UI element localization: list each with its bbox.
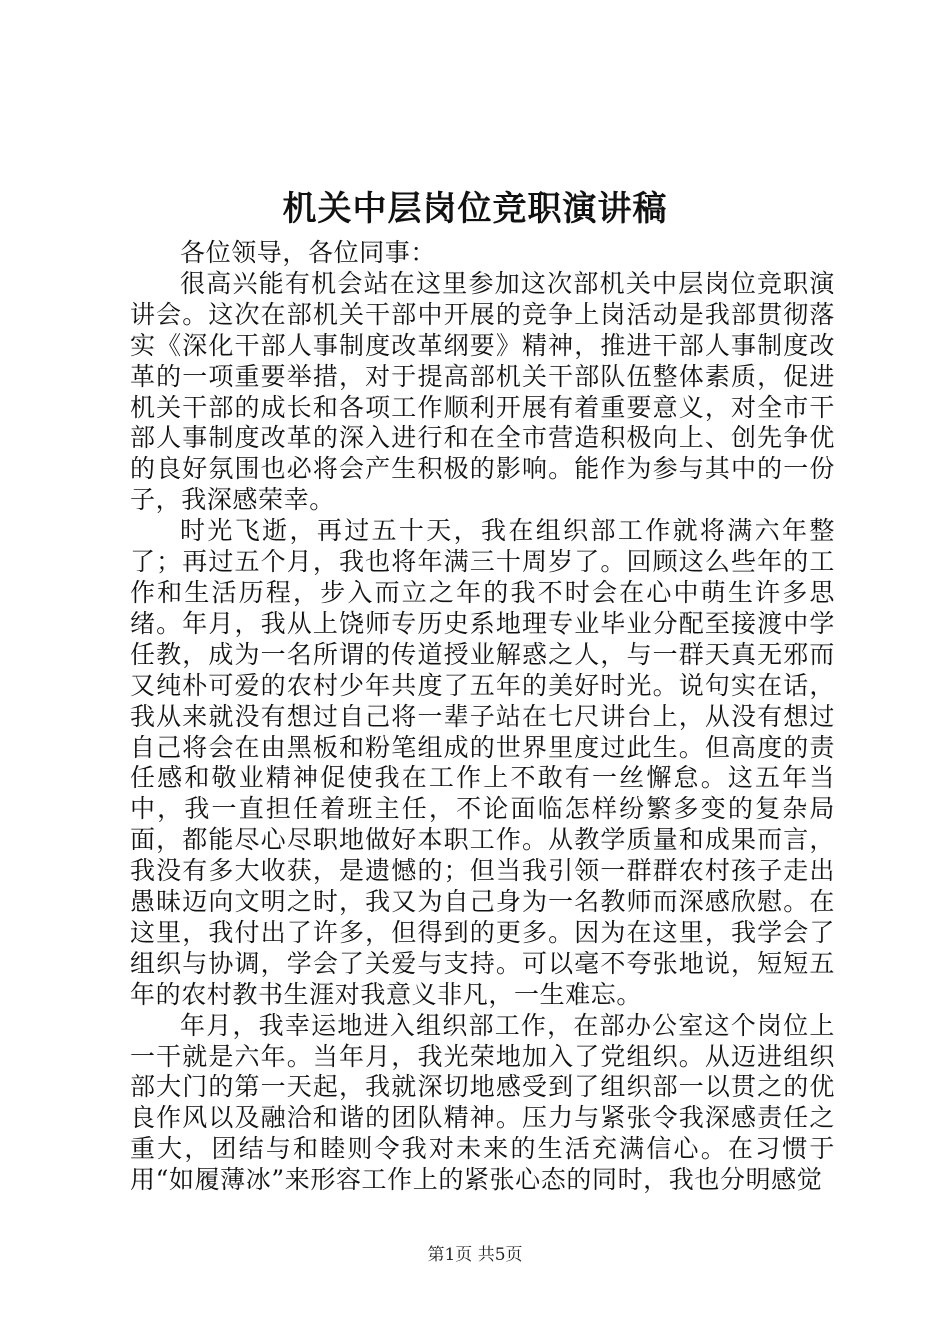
document-title: 机关中层岗位竞职演讲稿: [282, 189, 668, 229]
page-number-footer: 第1页 共5页: [427, 1245, 523, 1265]
salutation-paragraph: 各位领导，各位同事：: [180, 238, 437, 267]
body-paragraph: 年月，我幸运地进入组织部工作，在部办公室这个岗位上一干就是六年。当年月，我光荣地加入了党组织。从迈进组织部大门的第一天起，我就深切地感受到了组织部一以贯之的优良作风以及融洽和谐的团队精神。压力与紧张令我深感责任之重大，团结与和睦则令我对未来的生活充满信心。在习惯于用“如履薄冰”来形容工作上的紧张心态的同时，我也分明感觉: [130, 1010, 835, 1195]
body-paragraph: 很高兴能有机会站在这里参加这次部机关中层岗位竞职演讲会。这次在部机关干部中开展的竞争上岗活动是我部贯彻落实《深化干部人事制度改革纲要》精神，推进干部人事制度改革的一项重要举措，对于提高部机关干部队伍整体素质，促进机关干部的成长和各项工作顺利开展有着重要意义，对全市干部人事制度改革的深入进行和在全市营造积极向上、创先争优的良好氛围也必将会产生积极的影响。能作为参与其中的一份子，我深感荣幸。: [130, 268, 835, 515]
body-paragraph: 时光飞逝，再过五十天，我在组织部工作就将满六年整了；再过五个月，我也将年满三十周岁了。回顾这么些年的工作和生活历程，步入而立之年的我不时会在心中萌生许多思绪。年月，我从上饶师专历史系地理专业毕业分配至接渡中学任教，成为一名所谓的传道授业解惑之人，与一群天真无邪而又纯朴可爱的农村少年共度了五年的美好时光。说句实在话，我从来就没有想过自己将一辈子站在七尺讲台上，从没有想过自己将会在由黑板和粉笔组成的世界里度过此生。但高度的责任感和敬业精神促使我在工作上不敢有一丝懈怠。这五年当中，我一直担任着班主任，不论面临怎样纷繁多变的复杂局面，都能尽心尽职地做好本职工作。从教学质量和成果而言，我没有多大收获，是遗憾的；但当我引领一群群农村孩子走出愚昧迈向文明之时，我又为自己身为一名教师而深感欣慰。在这里，我付出了许多，但得到的更多。因为在这里，我学会了组织与协调，学会了关爱与支持。可以毫不夸张地说，短短五年的农村教书生涯对我意义非凡，一生难忘。: [130, 516, 835, 1009]
document-body: [130, 238, 835, 1196]
